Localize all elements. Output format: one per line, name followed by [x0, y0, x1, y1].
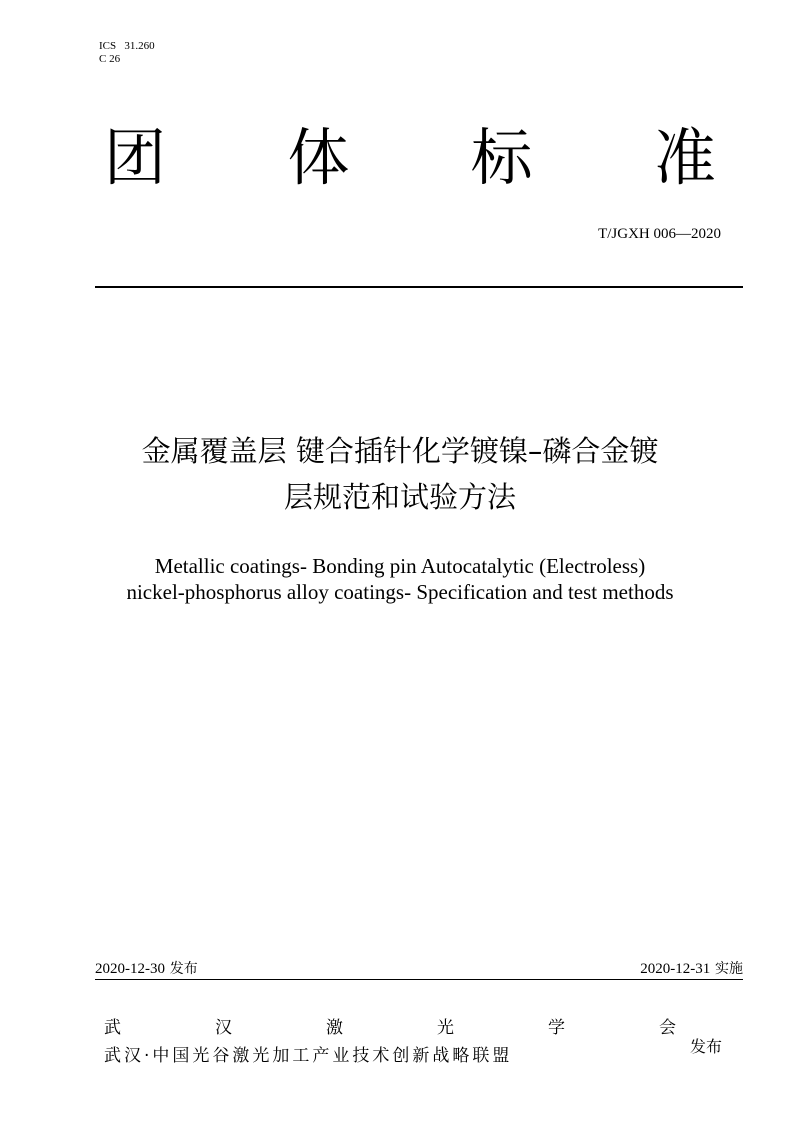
standard-type-char-3: 标 [470, 121, 533, 194]
publisher-society-char-5: 学 [548, 1018, 565, 1038]
publish-label: 发布 [690, 1037, 723, 1056]
publisher-society-char-6: 会 [659, 1018, 676, 1038]
standard-type-char-1: 团 [103, 121, 166, 194]
standard-number: T/JGXH 006—2020 [598, 226, 721, 242]
implement-date-block [640, 958, 743, 978]
publisher-society-char-4: 光 [437, 1018, 454, 1038]
classification-codes [99, 40, 155, 66]
publisher-society-char-3: 激 [326, 1018, 343, 1038]
english-title-line-2: nickel-phosphorus alloy coatings- Specification and test methods [126, 580, 674, 604]
english-title-line-1: Metallic coatings- Bonding pin Autocatalytic (Electroless) [154, 554, 646, 578]
bottom-divider [95, 979, 743, 980]
issue-date: 2020-12-30 [95, 961, 165, 977]
publisher-society-char-1: 武 [104, 1018, 121, 1038]
issue-date-block [95, 958, 198, 978]
standard-type-char-4: 准 [653, 121, 716, 194]
date-row [95, 958, 743, 978]
chinese-title [40, 428, 760, 520]
chinese-title-line-2: 层规范和试验方法 [283, 480, 516, 514]
english-title [40, 553, 760, 605]
ics-code: ICS 31.260 [99, 40, 155, 52]
standard-type-char-2: 体 [287, 121, 350, 194]
implement-label: 实施 [715, 961, 743, 977]
publisher-society-char-2: 汉 [215, 1018, 232, 1038]
issue-label: 发布 [169, 961, 198, 977]
implement-date: 2020-12-31 [640, 961, 711, 977]
standard-type-heading [95, 118, 725, 198]
ccs-code: C 26 [99, 53, 121, 65]
chinese-title-line-1: 金属覆盖层 键合插针化学镀镍–磷合金镀 [141, 434, 659, 468]
publisher-alliance: 武汉·中国光谷激光加工产业技术创新战略联盟 [104, 1046, 513, 1066]
top-divider [95, 286, 743, 288]
publisher-society [104, 1017, 676, 1039]
